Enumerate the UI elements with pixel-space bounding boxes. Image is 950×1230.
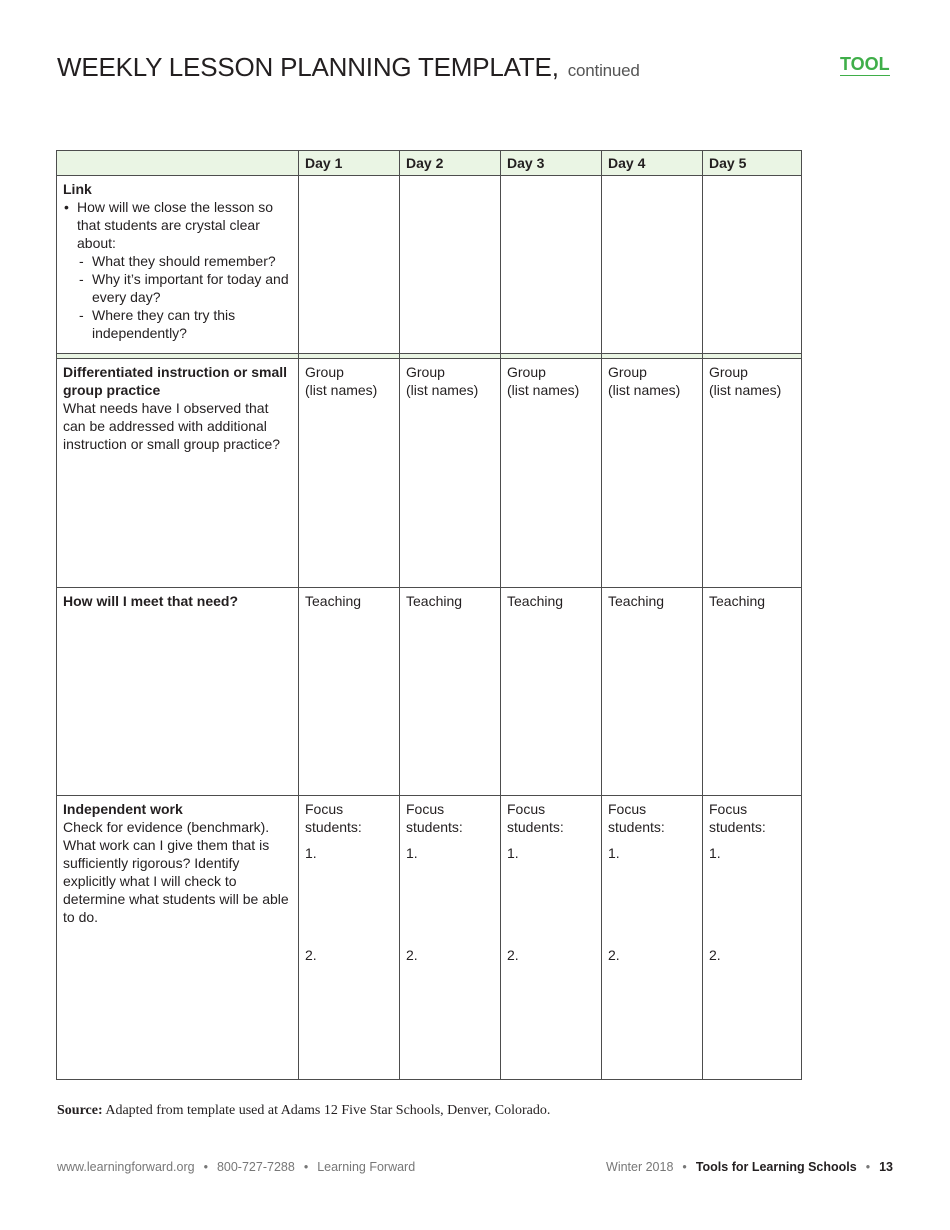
header-day-1: Day 1: [299, 151, 400, 176]
footer-phone: 800-727-7288: [216, 1160, 295, 1174]
group-day-2-cell[interactable]: [400, 359, 501, 588]
footer-org: Learning Forward: [317, 1160, 416, 1174]
focus-number-2: 2.: [406, 947, 418, 963]
row-link: [57, 176, 802, 354]
group-label: Group: [709, 364, 748, 380]
footer-left: [57, 1160, 415, 1174]
focus-students-label: Focus students:: [709, 801, 766, 835]
tool-tag: TOOL: [840, 54, 890, 74]
row-differentiated: [57, 359, 802, 588]
page-title: [57, 52, 640, 83]
lesson-planning-table: [56, 150, 802, 1080]
list-names-label: (list names): [305, 382, 378, 398]
focus-students-label: Focus students:: [305, 801, 362, 835]
header-corner: [57, 151, 299, 176]
teaching-day-3-cell[interactable]: [501, 588, 602, 796]
meet-need-title: How will I meet that need?: [63, 593, 239, 609]
footer-right: [606, 1160, 893, 1174]
footer-separator: •: [865, 1160, 871, 1174]
footer-website-link[interactable]: www.learningforward.org: [57, 1160, 195, 1174]
link-sub-item: - What they should remember?: [77, 252, 292, 270]
link-bullet-list: [63, 198, 292, 342]
link-day-4-cell[interactable]: [602, 176, 703, 354]
teaching-label: Teaching: [507, 593, 564, 609]
focus-number-1: 1.: [305, 845, 317, 861]
link-day-3-cell[interactable]: [501, 176, 602, 354]
focus-number-1: 1.: [608, 845, 620, 861]
link-title: Link: [63, 181, 92, 197]
row-header-meet-need: [57, 588, 299, 796]
title-suffix: continued: [567, 61, 640, 80]
focus-day-2-cell[interactable]: [400, 796, 501, 1080]
link-day-2-cell[interactable]: [400, 176, 501, 354]
source-label: Source:: [57, 1103, 103, 1118]
group-label: Group: [305, 364, 344, 380]
list-names-label: (list names): [709, 382, 782, 398]
table-header-row: [57, 151, 802, 176]
teaching-label: Teaching: [608, 593, 665, 609]
teaching-day-4-cell[interactable]: [602, 588, 703, 796]
group-day-5-cell[interactable]: [703, 359, 802, 588]
focus-number-1: 1.: [709, 845, 721, 861]
row-meet-need: [57, 588, 802, 796]
teaching-label: Teaching: [406, 593, 463, 609]
link-day-5-cell[interactable]: [703, 176, 802, 354]
header-day-5: Day 5: [703, 151, 802, 176]
list-names-label: (list names): [406, 382, 479, 398]
group-label: Group: [608, 364, 647, 380]
independent-text: Check for evidence (benchmark). What work can I give them that is sufficiently rigorous? Identify explicitly what I will check to determine what students will be able to do.: [63, 819, 289, 925]
group-day-4-cell[interactable]: [602, 359, 703, 588]
footer-publication: Tools for Learning Schools: [695, 1160, 857, 1174]
differentiated-title: Differentiated instruction or small group practice: [63, 364, 288, 398]
group-label: Group: [406, 364, 445, 380]
row-header-independent: [57, 796, 299, 1080]
focus-day-4-cell[interactable]: [602, 796, 703, 1080]
header-day-4: Day 4: [602, 151, 703, 176]
page-number: 13: [879, 1160, 893, 1174]
link-sub-list: [77, 252, 292, 342]
focus-students-label: Focus students:: [608, 801, 665, 835]
focus-students-label: Focus students:: [507, 801, 564, 835]
list-names-label: (list names): [608, 382, 681, 398]
independent-title: Independent work: [63, 801, 183, 817]
focus-students-label: Focus students:: [406, 801, 463, 835]
focus-number-2: 2.: [608, 947, 620, 963]
page-footer: [57, 1160, 893, 1178]
focus-number-2: 2.: [507, 947, 519, 963]
link-bullet-text: How will we close the lesson so that students are crystal clear about:: [77, 199, 274, 251]
group-label: Group: [507, 364, 546, 380]
focus-day-3-cell[interactable]: [501, 796, 602, 1080]
list-names-label: (list names): [507, 382, 580, 398]
footer-separator: •: [682, 1160, 687, 1174]
footer-separator: •: [203, 1160, 208, 1174]
footer-issue: Winter 2018: [606, 1160, 674, 1174]
footer-separator: •: [303, 1160, 309, 1174]
teaching-label: Teaching: [709, 593, 766, 609]
row-independent: [57, 796, 802, 1080]
link-bullet: [63, 198, 292, 342]
header-day-3: Day 3: [501, 151, 602, 176]
header-day-2: Day 2: [400, 151, 501, 176]
focus-number-1: 1.: [406, 845, 418, 861]
focus-number-2: 2.: [305, 947, 317, 963]
focus-day-1-cell[interactable]: [299, 796, 400, 1080]
source-text: Adapted from template used at Adams 12 Five Star Schools, Denver, Colorado.: [105, 1103, 551, 1118]
focus-number-1: 1.: [507, 845, 519, 861]
teaching-day-2-cell[interactable]: [400, 588, 501, 796]
row-header-link: [57, 176, 299, 354]
source-note: [57, 1103, 550, 1119]
teaching-day-1-cell[interactable]: [299, 588, 400, 796]
focus-number-2: 2.: [709, 947, 721, 963]
teaching-day-5-cell[interactable]: [703, 588, 802, 796]
teaching-label: Teaching: [305, 593, 362, 609]
group-day-1-cell[interactable]: [299, 359, 400, 588]
row-header-differentiated: [57, 359, 299, 588]
link-day-1-cell[interactable]: [299, 176, 400, 354]
title-main: WEEKLY LESSON PLANNING TEMPLATE,: [57, 52, 559, 82]
link-sub-item: - Where they can try this independently?: [77, 306, 292, 342]
link-sub-item: - Why it’s important for today and every day?: [77, 270, 292, 306]
group-day-3-cell[interactable]: [501, 359, 602, 588]
focus-day-5-cell[interactable]: [703, 796, 802, 1080]
differentiated-text: What needs have I observed that can be addressed with additional instruction or small group practice?: [63, 400, 281, 452]
